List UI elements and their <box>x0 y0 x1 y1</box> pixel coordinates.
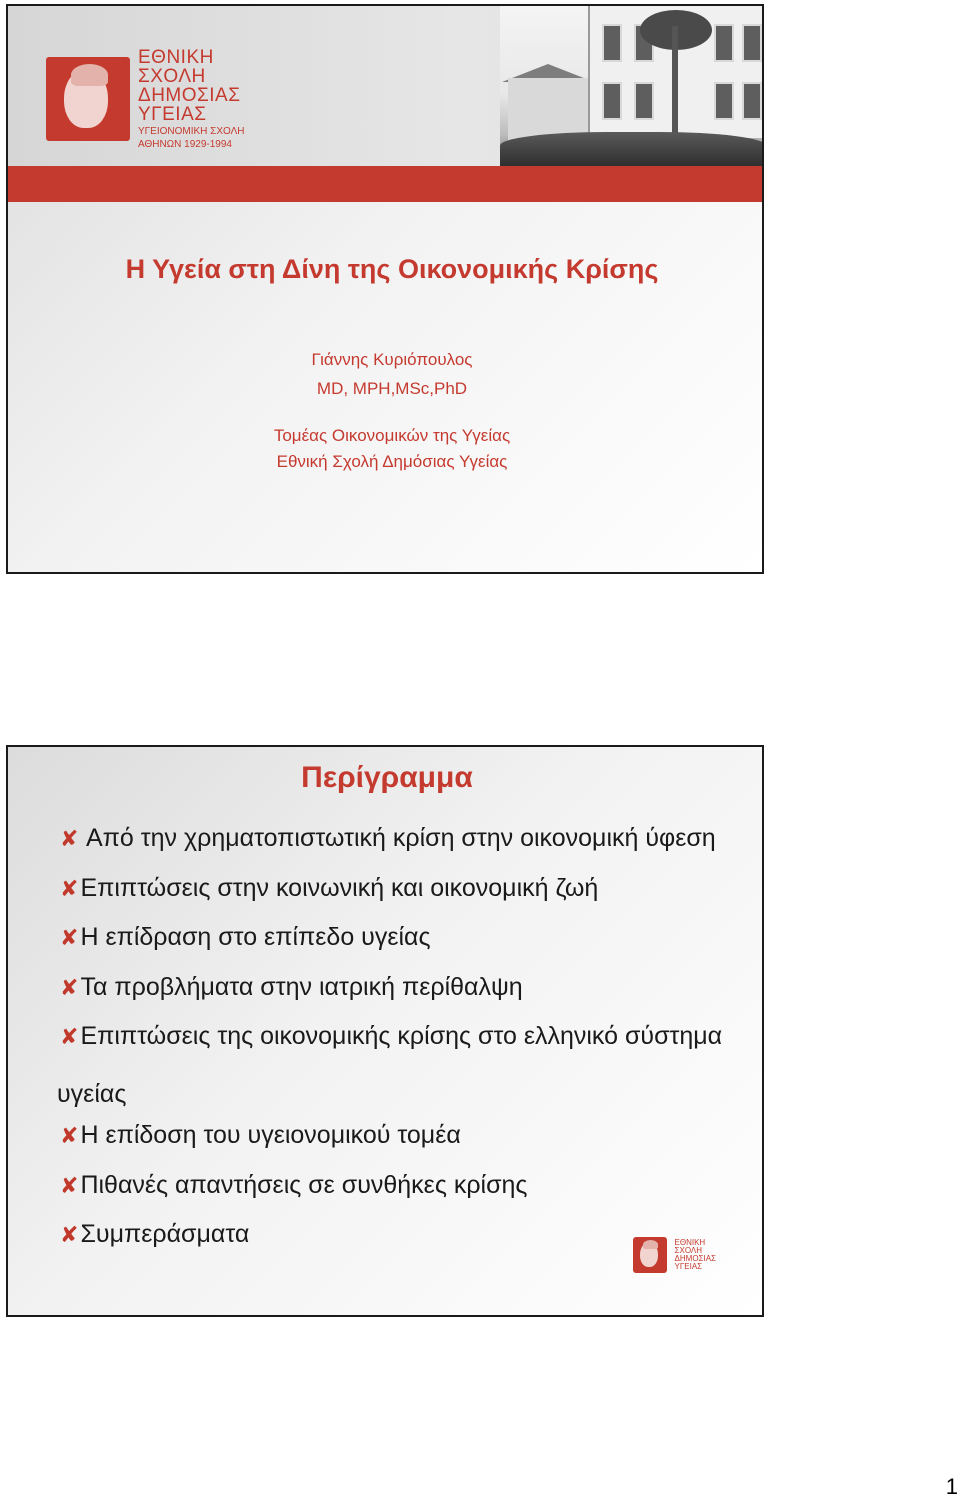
list-item-text: Συμπεράσματα <box>80 1220 250 1248</box>
author-school: Εθνική Σχολή Δημόσιας Υγείας <box>276 452 508 471</box>
logo-line: ΕΘΝΙΚΗ <box>138 47 214 68</box>
window <box>714 24 734 62</box>
list-item <box>60 1120 760 1170</box>
logo-text <box>138 48 245 150</box>
list-item-continuation: υγείας <box>57 1079 127 1108</box>
logo-line: ΔΗΜΟΣΙΑΣ <box>138 85 241 106</box>
window <box>714 82 734 120</box>
statue-head-icon <box>46 57 130 141</box>
cross-icon: ✘ <box>60 826 79 851</box>
outline-slide <box>6 745 764 1317</box>
cross-icon: ✘ <box>60 1123 79 1148</box>
shrubs <box>500 132 764 166</box>
logo-subline: ΥΓΕΙΟΝΟΜΙΚΗ ΣΧΟΛΗ <box>138 126 245 137</box>
page-number: 1 <box>945 1474 958 1499</box>
school-logo <box>46 48 245 150</box>
logo-line: ΥΓΕΙΑΣ <box>674 1262 703 1271</box>
list-item-text: Επιπτώσεις της οικονομικής κρίσης στο ελληνικό σύστημα <box>80 1022 723 1050</box>
window <box>742 24 762 62</box>
cross-icon: ✘ <box>60 875 79 901</box>
cross-icon: ✘ <box>60 974 79 1000</box>
list-item <box>57 1021 760 1120</box>
list-item-text: Τα προβλήματα στην ιατρική περίθαλψη <box>80 972 523 1001</box>
logo-line: ΣΧΟΛΗ <box>674 1246 703 1255</box>
red-accent-band <box>8 166 762 202</box>
window <box>634 82 654 120</box>
list-item-text: Πιθανές απαντήσεις σε συνθήκες κρίσης <box>80 1170 528 1199</box>
cross-icon: ✘ <box>60 1172 79 1198</box>
author-degrees: MD, MPH,MSc,PhD <box>316 379 468 398</box>
list-item <box>60 823 760 873</box>
cross-icon: ✘ <box>60 925 79 950</box>
logo-line: ΣΧΟΛΗ <box>138 66 206 87</box>
logo-line: ΥΓΕΙΑΣ <box>138 104 207 125</box>
author-name: Γιάννης Κυριόπουλος <box>311 350 473 369</box>
list-item-text: Επιπτώσεις στην κοινωνική και οικονομική ζωή <box>80 873 599 902</box>
bullet-list <box>57 823 760 1269</box>
school-logo-small <box>633 1237 716 1273</box>
logo-line: ΕΘΝΙΚΗ <box>674 1238 706 1247</box>
title-slide <box>6 4 764 574</box>
list-item <box>60 972 760 1022</box>
slide-title: Η Υγεία στη Δίνη της Οικονομικής Κρίσης <box>125 254 659 284</box>
list-item-text: Από την χρηματοπιστωτική κρίση στην οικονομική ύφεση <box>80 824 716 852</box>
statue-head-icon <box>633 1237 667 1273</box>
small-building <box>508 78 590 140</box>
logo-line: ΔΗΜΟΣΙΑΣ <box>674 1254 716 1263</box>
logo-text <box>675 1239 716 1271</box>
window <box>742 82 762 120</box>
list-item <box>60 873 760 923</box>
slide-title: Περίγραμμα <box>301 761 473 794</box>
cross-icon: ✘ <box>60 1222 79 1247</box>
school-building-photo <box>500 6 764 166</box>
list-item <box>60 1170 760 1220</box>
logo-subline: ΑΘΗΝΩΝ 1929-1994 <box>138 139 232 150</box>
palm-trunk <box>672 26 678 146</box>
cross-icon: ✘ <box>60 1024 79 1049</box>
list-item-text: Η επίδοση του υγειονομικού τομέα <box>80 1121 461 1149</box>
window <box>602 24 622 62</box>
list-item-text: Η επίδραση στο επίπεδο υγείας <box>80 923 431 951</box>
list-item <box>60 922 760 972</box>
author-department: Τομέας Οικονομικών της Υγείας <box>273 426 511 445</box>
window <box>602 82 622 120</box>
